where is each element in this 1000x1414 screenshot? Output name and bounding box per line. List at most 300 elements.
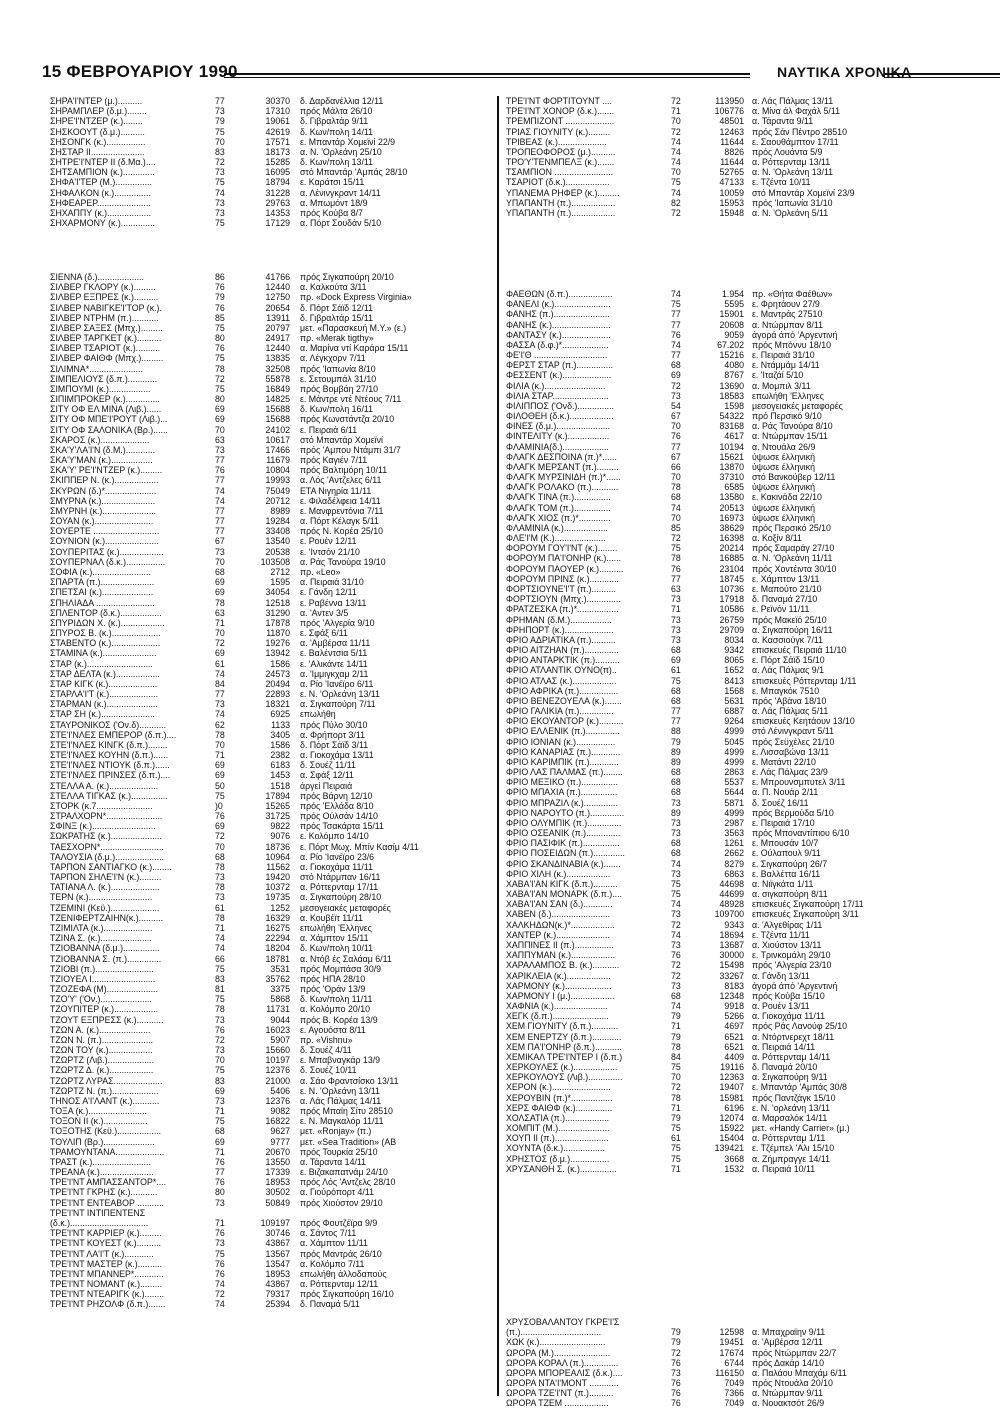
tonnage: 109700 bbox=[714, 909, 744, 920]
ship-name: ΦΟΡΟΥΜ ΠΑ'Ι'ΟΝΗΡ (κ.)...... bbox=[506, 553, 622, 564]
build-year: 69 bbox=[215, 770, 225, 781]
ship-entry-row bbox=[506, 767, 956, 777]
tonnage: 15953 bbox=[719, 197, 744, 208]
tonnage: 50849 bbox=[265, 1197, 290, 1208]
ship-status: πρός Μακεϊό 25/10 bbox=[752, 614, 827, 625]
ship-name: ΤΣΑΜΠΙΟΝ ........................ bbox=[506, 167, 614, 178]
build-year: 84 bbox=[671, 1051, 681, 1062]
ship-entry-row bbox=[50, 425, 492, 435]
tonnage: 18953 bbox=[265, 1268, 290, 1279]
ship-entry-row bbox=[506, 360, 956, 370]
ship-status: α. Γιούρόπορτ 4/11 bbox=[300, 1187, 374, 1198]
tonnage: 7049 bbox=[724, 1398, 744, 1409]
tonnage: 2712 bbox=[270, 566, 290, 577]
ship-entry-row bbox=[50, 1238, 492, 1248]
build-year: 89 bbox=[671, 746, 681, 757]
ship-entry-row bbox=[50, 1086, 492, 1096]
ship-name: ΤΡΕ'Ι'ΝΤ ΝΟΜΑΝΤ (κ.)......... bbox=[50, 1279, 163, 1290]
ship-name: ΦΑΝΤΑΣΥ (κ.).................... bbox=[506, 329, 611, 340]
ship-name: ΦΡΙΟ ΕΛΛΕΝΙΚ (π.).............. bbox=[506, 726, 620, 737]
build-year: 83 bbox=[215, 973, 225, 984]
ship-entry-row bbox=[506, 869, 956, 879]
ship-name: ΦΛΑΜΙΝΙΑ (κ.).................. bbox=[506, 522, 608, 533]
ship-status: ε. Πειραιά 31/10 bbox=[752, 350, 815, 361]
build-year: 68 bbox=[215, 1126, 225, 1137]
ship-status: ε. Μπαντάρ 'Αμπάς 30/8 bbox=[752, 1082, 847, 1093]
ship-name: ΣΙΛΒΕΡ ΣΑΞΕΣ (Μπχ.)......... bbox=[50, 322, 163, 333]
tonnage: 19061 bbox=[265, 116, 290, 127]
tonnage: 13550 bbox=[265, 1156, 290, 1167]
ship-entry-row bbox=[50, 852, 492, 862]
ship-entry-row bbox=[50, 587, 492, 597]
build-year: 72 bbox=[671, 970, 681, 981]
build-year: 75 bbox=[215, 994, 225, 1005]
ship-status: α. Λέγκχορν 7/11 bbox=[300, 353, 366, 364]
ship-status: επισκευές Πειραιά 11/10 bbox=[752, 645, 847, 656]
ship-name: ΧΑΡΜΟΝΥ Ι (μ.).................. bbox=[506, 990, 615, 1001]
ship-status: α. Π. Νουάρ 2/11 bbox=[752, 787, 819, 798]
ship-name: ΧΑΠΠΥΜΑΝ (κ.).................. bbox=[506, 950, 615, 961]
build-year: 68 bbox=[671, 360, 681, 371]
tonnage: 9076 bbox=[270, 831, 290, 842]
build-year: 71 bbox=[671, 604, 681, 615]
ship-status: α. Ντόρτνερεχτ 18/11 bbox=[752, 1031, 835, 1042]
ship-entry-row bbox=[506, 655, 956, 665]
ship-status: δ. Παναμά 20/10 bbox=[752, 1062, 818, 1073]
tonnage: 1586 bbox=[270, 739, 290, 750]
ship-status: δ. Σουέζ 16/11 bbox=[752, 797, 809, 808]
ship-status: πρός Ντώρμπαν 22/7 bbox=[752, 1347, 837, 1358]
ship-name: ΤΡΕ'Ι'ΝΤ ΑΜΠΑΣΣΑΝΤΟΡ*.... bbox=[50, 1177, 167, 1188]
ship-status: πρός Φουτζέϊρα 9/9 bbox=[300, 1217, 378, 1228]
ship-name: ΧΑΡΙΚΛΕΙΑ (κ.).................. bbox=[506, 970, 611, 981]
ship-name: ΦΕ'Ι'Θ .............................. bbox=[506, 350, 608, 361]
build-year: 75 bbox=[215, 383, 225, 394]
ship-entry-row bbox=[506, 177, 956, 187]
ship-entry-row bbox=[506, 492, 956, 502]
build-year: 76 bbox=[671, 1398, 681, 1409]
ship-name: ΤΡΕ'Ι'ΝΤ ΡΗΖΟΛΦ (δ.π.)....... bbox=[50, 1299, 166, 1310]
ship-entry-row bbox=[50, 147, 492, 157]
ship-entry-row bbox=[50, 313, 492, 323]
tonnage: 67.202 bbox=[717, 339, 744, 350]
ship-name: ΦΡΙΟ ΟΛΥΜΠΙΚ (π.).............. bbox=[506, 817, 622, 828]
ship-name: ΤΖΟΥΤ ΕΞΠΡΕΣΣ (κ.)........... bbox=[50, 1014, 164, 1025]
ship-entry-row bbox=[50, 842, 492, 852]
ship-entry-row bbox=[50, 208, 492, 218]
ship-status: α. Ν. 'Ορλεάνη 25/10 bbox=[300, 146, 382, 157]
ship-name: ΦΡΙΟ ΚΑΡΙΜΠΙΚ (π.)............ bbox=[506, 756, 619, 767]
ship-entry-row bbox=[50, 486, 492, 496]
tonnage: 1652 bbox=[724, 665, 744, 676]
ship-name: ΦΛΑΓΚ ΔΕΣΠΟΙΝΑ (π.)*...... bbox=[506, 451, 617, 462]
ship-status: πρός 'Αμπου Ντάμπι 31/7 bbox=[300, 444, 401, 455]
ship-entry-row bbox=[50, 1076, 492, 1086]
ship-name: ΣΗΡΕ'Ι'ΝΤΖΕΡ (κ.)........ bbox=[50, 116, 143, 127]
tonnage: 13690 bbox=[719, 380, 744, 391]
ship-entry-row bbox=[506, 899, 956, 909]
ship-name: ΣΚΑ'Υ'ΜΑΝ (κ.)................. bbox=[50, 455, 153, 466]
tonnage: 13540 bbox=[265, 536, 290, 547]
build-year: 80 bbox=[215, 1187, 225, 1198]
ship-status: α. 'Αμβέρσα 12/11 bbox=[752, 1337, 823, 1348]
build-year: 85 bbox=[671, 522, 681, 533]
ship-name: ΩΡΟΡΑ ΤΖΕ'Ι'ΝΤ (π.).......... bbox=[506, 1388, 614, 1399]
ship-entry-row bbox=[506, 1337, 956, 1347]
ship-entry-row bbox=[506, 127, 956, 137]
ship-status: ε. Ντάμμάμ 14/11 bbox=[752, 360, 820, 371]
build-year: 68 bbox=[671, 645, 681, 656]
tonnage: 32508 bbox=[265, 363, 290, 374]
ship-entry-row bbox=[50, 384, 492, 394]
ship-entry-row bbox=[50, 791, 492, 801]
ship-name: ΣΙΛΒΕΡ ΕΞΠΡΕΣ (κ.).......... bbox=[50, 292, 159, 303]
ship-entry-row bbox=[50, 404, 492, 414]
ship-entry-row bbox=[506, 594, 956, 604]
ship-name: ΤΡΙΑΣ ΓΙΟΥΝΙΤΥ (κ.)......... bbox=[506, 126, 611, 137]
ship-name: ΤΡΕ'Ι'ΝΤ ΕΝΤΕΑΒΟΡ ........... bbox=[50, 1197, 164, 1208]
ship-status: πρός 'Οράν 13/9 bbox=[300, 984, 366, 995]
tonnage: 8065 bbox=[724, 655, 744, 666]
ship-status: στό Ντάρμπαν 16/11 bbox=[300, 872, 381, 883]
ship-status: πρ. «Merak tigthy» bbox=[300, 333, 374, 344]
ship-status: δ. Πόρτ Σάϊδ 12/11 bbox=[300, 302, 374, 313]
ship-name: ΦΡΙΟ ΠΑΣΙΦΙΚ (π.)............... bbox=[506, 838, 620, 849]
column-divider bbox=[497, 96, 499, 1396]
ship-entry-row bbox=[50, 475, 492, 485]
build-year: 69 bbox=[215, 821, 225, 832]
tonnage: 1.954 bbox=[721, 289, 744, 299]
build-year: 74 bbox=[671, 187, 681, 198]
ship-entry-row bbox=[50, 1218, 492, 1228]
ship-name: ΣΙΛΙΜΝΑ*...................... bbox=[50, 363, 143, 374]
ship-status: στό Μπαντάρ Χομεϊνί 23/9 bbox=[752, 187, 855, 198]
build-year: 75 bbox=[671, 1143, 681, 1154]
ship-name: ΩΡΟΡΑ (Μ.)....................... bbox=[506, 1347, 611, 1358]
build-year: 73 bbox=[215, 872, 225, 883]
ship-status: α. Κολόμπο 7/11 bbox=[300, 1258, 365, 1269]
ship-name: ΦΡΑΤΖΕΣΚΑ (π.)*................. bbox=[506, 604, 619, 615]
ship-entry-row bbox=[506, 584, 956, 594]
ship-status: α. Ρίο 'Ιανέϊρο 6/11 bbox=[300, 678, 374, 689]
build-year: 72 bbox=[215, 1289, 225, 1300]
ship-name: ΣΗΦΑ'Ι'ΤΕΡ (Μ.)............... bbox=[50, 177, 152, 188]
ship-name: ΣΠΛΕΝΤΟΡ (δ.κ.)................. bbox=[50, 607, 162, 618]
build-year: 72 bbox=[671, 126, 681, 137]
ship-entry-row bbox=[50, 923, 492, 933]
tonnage: 1595 bbox=[270, 577, 290, 588]
ship-name: ΤΟΥΛΙΠ (Βρ.)..................... bbox=[50, 1136, 155, 1147]
tonnage: 42619 bbox=[265, 126, 290, 137]
build-year: 73 bbox=[215, 444, 225, 455]
build-year: 73 bbox=[671, 868, 681, 879]
tonnage: 10964 bbox=[265, 851, 290, 862]
ship-status: στό Μπαντάρ 'Αμπάς 28/10 bbox=[300, 167, 408, 178]
ship-entry-row bbox=[50, 1249, 492, 1259]
issue-date: 15 ΦΕΒΡΟΥΑΡΙΟΥ 1990 bbox=[42, 62, 238, 81]
build-year: 78 bbox=[671, 553, 681, 564]
build-year: 63 bbox=[215, 607, 225, 618]
ship-status: πρός Λουάντα 5/9 bbox=[752, 146, 823, 157]
build-year: 67 bbox=[671, 411, 681, 422]
tonnage: 1598 bbox=[724, 400, 744, 411]
ship-name: ΤΕΡΝ (κ.).......................... bbox=[50, 892, 153, 903]
ship-entry-row bbox=[506, 320, 956, 330]
ship-name: ΦΛΕ'Ι'Μ (Κ.)..................... bbox=[506, 533, 606, 544]
tonnage: 13567 bbox=[265, 1248, 290, 1259]
ship-status: α. Πειραιά 10/11 bbox=[752, 1163, 816, 1174]
build-year: 77 bbox=[671, 350, 681, 361]
ship-name: ΣΙΤΥ ΟΦ ΕΛ ΜΙΝΑ (Λιβ.)...... bbox=[50, 404, 162, 415]
ship-entry-row bbox=[506, 635, 956, 645]
ship-name: ΣΚΑ'Υ' ΡΕ'Ι'ΝΤΖΕΡ (κ.)......... bbox=[50, 465, 163, 476]
tonnage: 2987 bbox=[724, 817, 744, 828]
tonnage: 12440 bbox=[265, 282, 290, 293]
build-year: 75 bbox=[215, 218, 225, 229]
ship-entry-row bbox=[50, 353, 492, 363]
ship-status: δ. Γιβραλτάρ 15/11 bbox=[300, 312, 373, 323]
ship-entry-row bbox=[506, 574, 956, 584]
build-year: 68 bbox=[671, 492, 681, 503]
ship-name: ΦΡΙΟ ΜΕΞΙΚΟ (π.)............... bbox=[506, 777, 618, 788]
ship-status: ε. Ούλαπουλ 9/11 bbox=[752, 848, 821, 859]
ship-status: α. Ν. 'Ορλεάνη 11/11 bbox=[752, 553, 833, 564]
build-year: 68 bbox=[215, 851, 225, 862]
tonnage: 9777 bbox=[270, 1136, 290, 1147]
build-year: 73 bbox=[215, 106, 225, 117]
ship-name: ΦΟΡΤΣΙΟΥΝ (Μπχ.).............. bbox=[506, 594, 621, 605]
ship-name: ΦΡΙΟ ΑΙΤΖΗΑΝ (π.).............. bbox=[506, 645, 619, 656]
ship-entry-row bbox=[50, 781, 492, 791]
tonnage: 13942 bbox=[265, 648, 290, 659]
build-year: 75 bbox=[671, 878, 681, 889]
ship-name: ΦΟΡΟΥΜ ΠΑΟΥΕΡ (κ.).......... bbox=[506, 563, 624, 574]
ship-name: ΣΤΕ'Ι'ΝΛΕΣ ΝΤΙΟΥΚ (δ.π.)...... bbox=[50, 760, 170, 771]
ship-name: ΣΙΛΒΕΡ ΝΤΡΗΜ (π.)........... bbox=[50, 312, 159, 323]
ship-status: α. Λάς Πάλμας 5/11 bbox=[752, 706, 829, 717]
ship-status: πρός Παντζάγκ 15/10 bbox=[752, 1092, 836, 1103]
build-year: 78 bbox=[671, 1041, 681, 1052]
ship-name: ΦΡΙΟ ΑΦΡΙΚΑ (π.)................ bbox=[506, 685, 619, 696]
tonnage: 14825 bbox=[265, 394, 290, 405]
ship-entry-row bbox=[506, 1378, 956, 1388]
ship-entry-row bbox=[506, 777, 956, 787]
ship-status: ε. Μπουσάν 10/7 bbox=[752, 838, 819, 849]
ship-entry-row bbox=[506, 787, 956, 797]
tonnage: 5045 bbox=[724, 736, 744, 747]
build-year: 69 bbox=[215, 577, 225, 588]
ship-entry-row bbox=[50, 272, 492, 282]
tonnage: 17129 bbox=[265, 218, 290, 229]
ship-name: ΥΠΑΠΑΝΤΗ (π.).................. bbox=[506, 207, 616, 218]
tonnage: 16822 bbox=[265, 1116, 290, 1127]
ship-name: ΣΗΤΣΑΜΠΙΟΝ (κ.)............. bbox=[50, 167, 155, 178]
tonnage: 30370 bbox=[265, 96, 290, 106]
ship-name: ΣΜΥΡΝΗ (κ.)...................... bbox=[50, 505, 157, 516]
ship-name: ΣΗΤΡΕ'Ι'ΝΤΕΡ ΙΙ (δ.Μα.).... bbox=[50, 157, 156, 168]
tonnage: 17466 bbox=[265, 444, 290, 455]
build-year: 85 bbox=[215, 312, 225, 323]
build-year: 73 bbox=[671, 828, 681, 839]
ship-entry-row bbox=[50, 1157, 492, 1167]
ship-status: α. σιγκαπούρη 8/11 bbox=[752, 889, 828, 900]
ship-entry-row bbox=[506, 299, 956, 309]
tonnage: 6521 bbox=[724, 1031, 744, 1042]
ship-name: ΤΖΟ'Υ' ('Ον.)..................... bbox=[50, 994, 152, 1005]
ship-status: δ. Παναμά 5/11 bbox=[300, 1299, 360, 1310]
ship-entry-row bbox=[506, 615, 956, 625]
build-year: 72 bbox=[215, 831, 225, 842]
ship-status: ε. Μπαγκόκ 7510 bbox=[752, 685, 820, 696]
ship-entry-row bbox=[50, 831, 492, 841]
tonnage: 48501 bbox=[719, 116, 744, 127]
tonnage: 6521 bbox=[724, 1041, 744, 1052]
build-year: 77 bbox=[215, 689, 225, 700]
build-year: 73 bbox=[215, 197, 225, 208]
tonnage: 6887 bbox=[724, 706, 744, 717]
build-year: 76 bbox=[215, 1156, 225, 1167]
tonnage: 10804 bbox=[265, 465, 290, 476]
ship-status: α. Ρίο 'Ιανέϊρο 23/6 bbox=[300, 851, 375, 862]
ship-status: α. Ντώρμπαν 9/11 bbox=[752, 1388, 823, 1399]
build-year: 76 bbox=[215, 1268, 225, 1279]
build-year: 68 bbox=[671, 990, 681, 1001]
ship-status: ε. Ν. 'Ορλεάνη 13/11 bbox=[300, 689, 380, 700]
tonnage: 31290 bbox=[265, 607, 290, 618]
build-year: 70 bbox=[671, 116, 681, 127]
ship-name: ΤΡΟ'Υ'ΤΕΝΜΠΕΛΞ (κ.)....... bbox=[506, 157, 615, 168]
ship-status: πρός 'Αβάνα 18/10 bbox=[752, 695, 827, 706]
ship-status: πρός Μποναντίπιου 6/10 bbox=[752, 828, 850, 839]
ship-entry-row bbox=[50, 618, 492, 628]
tonnage: 12376 bbox=[265, 1065, 290, 1076]
ship-name: ΤΡΕ'Ι'ΝΤ ΛΑ'Ι'Τ (κ.)............ bbox=[50, 1248, 154, 1259]
build-year: 66 bbox=[671, 461, 681, 472]
build-year: 71 bbox=[671, 1021, 681, 1032]
ship-name: ΦΡΗΜΑΝ (δ.Μ.)................. bbox=[506, 614, 612, 625]
build-year: 73 bbox=[215, 1095, 225, 1106]
ship-entry-row bbox=[50, 516, 492, 526]
build-year: 69 bbox=[215, 760, 225, 771]
tonnage: 41766 bbox=[265, 272, 290, 282]
ship-name: ΧΕΡΟΥΒΙΝ (π.)*................. bbox=[506, 1092, 613, 1103]
ship-status: α. Παλάου Μπαχάμ 6/11 bbox=[752, 1367, 847, 1378]
ship-list-block bbox=[506, 96, 956, 218]
ship-name: ΣΠΕΤΣΑΙ (κ.)..................... bbox=[50, 587, 154, 598]
tonnage: 5537 bbox=[724, 777, 744, 788]
ship-status: πρ. «Leo» bbox=[300, 566, 341, 577]
tonnage: 31228 bbox=[265, 187, 290, 198]
ship-name: ΣΟΦΙΑ (κ.)........................ bbox=[50, 566, 151, 577]
ship-status: ε. Κολόμπο 14/10 bbox=[300, 831, 369, 842]
ship-entry-row bbox=[50, 526, 492, 536]
ship-name: ΤΑΤΙΑΝΑ Λ. (κ.).................... bbox=[50, 882, 160, 893]
ship-entry-row bbox=[506, 482, 956, 492]
tonnage: 10736 bbox=[719, 583, 744, 594]
build-year: 70 bbox=[215, 1055, 225, 1066]
tonnage: 13870 bbox=[719, 461, 744, 472]
tonnage: 4617 bbox=[724, 431, 744, 442]
ship-entry-row bbox=[50, 862, 492, 872]
tonnage: 15688 bbox=[265, 414, 290, 425]
ship-status: α. Τάραντα 14/11 bbox=[300, 1156, 367, 1167]
tonnage: 15216 bbox=[719, 350, 744, 361]
ship-status: επωλήθη 'Ελληνες bbox=[752, 390, 824, 401]
build-year: 79 bbox=[215, 116, 225, 127]
ship-name: ΩΡΟΡΑ ΝΤΑ'Ι'ΜΟΝΤ ............ bbox=[506, 1378, 619, 1389]
ship-entry-row bbox=[506, 96, 956, 106]
build-year: 73 bbox=[215, 546, 225, 557]
build-year: 77 bbox=[671, 706, 681, 717]
ship-entry-row bbox=[50, 557, 492, 567]
tonnage: 19735 bbox=[265, 892, 290, 903]
ship-name: ΣΗΡΑ'Ι'ΝΤΕΡ (μ.).......... bbox=[50, 96, 143, 106]
build-year: 81 bbox=[215, 984, 225, 995]
ship-entry-row bbox=[50, 638, 492, 648]
ship-name: ΤΖΟΖΕΦΑ (Μ)..................... bbox=[50, 984, 158, 995]
ship-name: ΧΟΥΝΤΑ (δ.κ.)................. bbox=[506, 1143, 605, 1154]
ship-status: ε. 'Ιντσόν 21/10 bbox=[300, 546, 360, 557]
ship-name: ΣΤΑΜΙΝΑ (κ.)...................... bbox=[50, 648, 157, 659]
ship-status: α. Λένινγκραντ 14/11 bbox=[300, 187, 381, 198]
build-year: 88 bbox=[671, 726, 681, 737]
ship-entry-row bbox=[50, 106, 492, 116]
tonnage: 20670 bbox=[265, 1146, 290, 1157]
build-year: 78 bbox=[215, 861, 225, 872]
ship-name: ΤΡΑΜΟΥΝΤΑΝΑ.................... bbox=[50, 1146, 165, 1157]
tonnage: 8183 bbox=[724, 980, 744, 991]
ship-entry-row bbox=[506, 757, 956, 767]
ship-name: ΣΠΥΡΟΣ Β. (κ.).................... bbox=[50, 628, 161, 639]
ship-name: ΣΤΟΡΚ (κ.7....................... bbox=[50, 800, 153, 811]
build-year: 61 bbox=[671, 1133, 681, 1144]
ship-status: ε. Σετουμπάλ 31/10 bbox=[300, 373, 377, 384]
ship-name: ΦΡΗΠΟΡΤ (κ.).................... bbox=[506, 624, 614, 635]
ship-status: ε. Τρινκομάλη 29/10 bbox=[752, 950, 831, 961]
build-year: 72 bbox=[215, 638, 225, 649]
ship-status: μετ. «Handy Carrier» (μ.) bbox=[752, 1123, 850, 1134]
ship-status: α. Μίνα άλ Φαχάλ 5/11 bbox=[752, 106, 840, 117]
ship-status: δ. Κων/πολη 11/11 bbox=[300, 994, 373, 1005]
ship-status: α. Σάντος 7/11 bbox=[300, 1228, 357, 1239]
ship-status: πρός Τσακάρτα 15/11 bbox=[300, 821, 384, 832]
ship-status: δ. Παναμά 27/10 bbox=[752, 594, 818, 605]
build-year: 69 bbox=[671, 655, 681, 666]
build-year: 82 bbox=[671, 197, 681, 208]
build-year: 76 bbox=[671, 1357, 681, 1368]
build-year: 72 bbox=[215, 157, 225, 168]
build-year: 78 bbox=[215, 729, 225, 740]
tonnage: 8034 bbox=[724, 634, 744, 645]
build-year: 76 bbox=[215, 302, 225, 313]
ship-entry-row bbox=[506, 737, 956, 747]
tonnage: 22294 bbox=[265, 933, 290, 944]
build-year: 73 bbox=[215, 699, 225, 710]
ship-entry-row bbox=[506, 808, 956, 818]
tonnage: 4697 bbox=[724, 1021, 744, 1032]
ship-status: ε. Σφάξ 6/11 bbox=[300, 628, 348, 639]
ship-status: πρό Περσικό 9/10 bbox=[752, 411, 822, 422]
ship-status: επωλήθη άλλοδαπούς bbox=[300, 1268, 387, 1279]
build-year: 69 bbox=[215, 404, 225, 415]
ship-entry-row bbox=[50, 157, 492, 167]
build-year: 72 bbox=[671, 533, 681, 544]
ship-entry-row bbox=[50, 750, 492, 760]
ship-name: ΤΡΕ'Ι'ΝΤ ΝΤΕΑΡΙΓΚ (κ.)........ bbox=[50, 1289, 165, 1300]
build-year: 74 bbox=[671, 1001, 681, 1012]
ship-status: πρός 'Ιαπωνία 8/10 bbox=[300, 363, 376, 374]
ship-entry-row bbox=[506, 442, 956, 452]
